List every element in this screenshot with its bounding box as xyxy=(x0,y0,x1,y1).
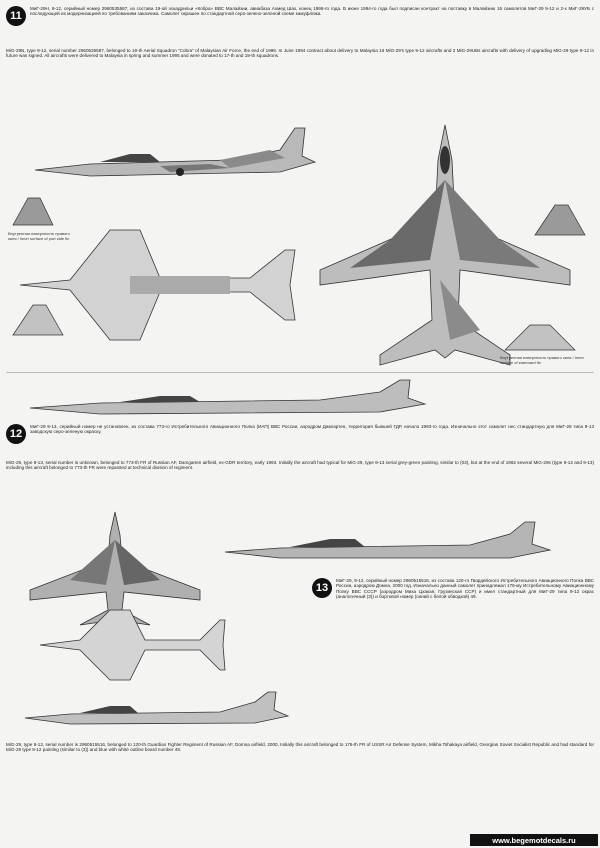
aircraft-side-view xyxy=(30,120,320,200)
section-number-badge xyxy=(312,578,332,598)
fin-note-left: Внутренняя поверхность правого киля / Inner surface of port side fin xyxy=(8,231,70,241)
section-divider xyxy=(6,372,594,373)
fin-detail-left xyxy=(8,195,58,230)
section-description-ru: МиГ-29 9-13, серийный номер не установлен, из состава 773-го Истребительного Авиационного Полка (ИАП) ВВС России, аэродром Дамгартен, территория бывшей ГДР, начало 1993-го года. Изначально этот самолет нес стандартную для МиГ-29 типа 9-13 заводскую серо-зеленую окраску. xyxy=(30,424,594,435)
fin-detail-lower-left xyxy=(8,300,68,340)
section-description-en: MiG-29, type 9-12, serial number is 2960515516, belonged to 120-th Guardian Fighter Regiment of Russian AF, Domna airfield, 2000. Initially this aircraft belonged to 176-th FR of USSR Air Defense System, Mikha Tshakaya airfield, Georgian Soviet Socialist Republic and had standard for MiG-29 type 9-12 painting (similar to (3)) and blue with white outline board number 49. xyxy=(6,742,594,753)
section-description-ru: МиГ-29Н, 9-12, серийный номер 2960535587, из состава 19-ой эскадрильи «Кобра» ВВС Малайзии, авиабаза Ахмед Шах, конец 1998-го года. В июне 1994-го года был подписан контракт на поставку в Малайзию 16 самолетов МиГ-29 9-12 и 2-х МиГ-29УБ с последующей их модернизацией по требованиям заказчика. Самолет окрашен по стандартной серо-зелено-зеленой схеме камуфляжа. xyxy=(30,6,594,17)
fin-detail-lower-right xyxy=(500,320,580,355)
website-footer[interactable] xyxy=(470,834,598,846)
section-number: 12 xyxy=(9,428,23,440)
section-description-en: MiG-29, type 9-13, serial number is unknown, belonged to 773-th FR of Russian AF, Damgarten airfield, ex-GDR territory, early 1993. Initially the aircraft had typical for MiG-29, type 9-13 serial grey-green painting, similar to (03), but at the end of 1992 several MiG-29s (type 9-12 and 9-13) including this aircraft belonged to 773-th FR were repainted at technical division of regiment. xyxy=(6,460,594,471)
section-number: 11 xyxy=(10,10,22,22)
section-number-badge xyxy=(6,6,26,26)
section-number-badge xyxy=(6,424,26,444)
fin-detail-right xyxy=(530,200,590,240)
section-description-en: MiG-29N, type 9-12, serial number 2960535587, belonged to 19-th Aerial Squadron "Cobra" of Malaysian Air Force, the end of 1998. In June 1994 contract about delivery to Malaysia 16 MiG-29's type 9-12 aircrafts and 2 MiG-29UBs aircrafts with delivery of upgrading MiG-29 type 9-12 in future was signed. All aircrafts were delivered to Malaysia in spring and summer 1995 and were donated to 17-th and 19-th squadrons. xyxy=(6,48,594,59)
fin-note-right: Внутренняя поверхность правого киля / Inner surface of starboard fin xyxy=(500,355,584,365)
website-link[interactable]: www.begemotdecals.ru xyxy=(492,835,576,845)
aircraft-side-view xyxy=(220,520,590,570)
aircraft-side-view xyxy=(20,690,320,735)
aircraft-side-view-2 xyxy=(20,378,580,423)
section-description-ru: МиГ-29, 9-12, серийный номер 2960515516, из состава 120-го Гвардейского Истребительного Авиационного Полка ВВС России, аэродром Домна, 2000 год. Изначально данный самолет принадлежал 176-му Истребительному Авиационному Полку ВВС СССР (аэродром Миха Цхакая, Грузинская ССР) и имел стандартный для МиГ-29 типа 9-12 окрас (аналогичный (3)) и бортовой номер (синий с белой обводкой) 49. xyxy=(336,578,594,600)
section-number: 13 xyxy=(315,582,329,594)
aircraft-underside-view xyxy=(30,600,230,690)
